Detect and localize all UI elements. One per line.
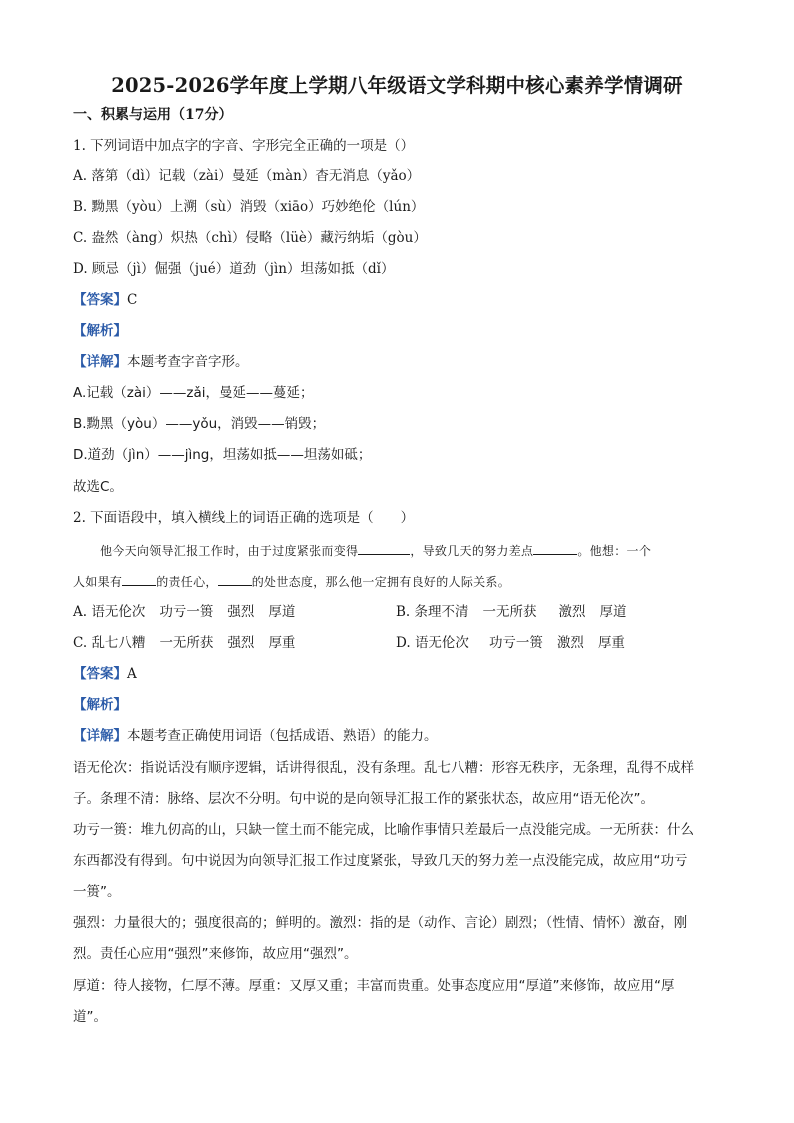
question-2-stem: 2. 下面语段中，填入横线上的词语正确的选项是（ ）: [73, 510, 415, 526]
fill-blank: [122, 572, 156, 586]
answer-tag: 【答案】: [73, 292, 127, 308]
option-word: 一无所获: [482, 604, 537, 620]
question-1-stem: 1. 下列词语中加点字的字音、字形完全正确的一项是（）: [73, 138, 415, 154]
explanation-line: 厚道：待人接物，仁厚不薄。厚重：又厚又重；丰富而贵重。处事态度应用“厚道”来修饰，故应用“厚: [73, 978, 675, 994]
option-word: 激烈: [558, 604, 586, 620]
option-word: 激烈: [556, 635, 584, 651]
explanation-line: 烈。责任心应用“强烈”来修饰，故应用“强烈”。: [73, 946, 358, 962]
answer-value: C: [127, 292, 138, 308]
question-2-option-d: [396, 634, 625, 652]
option-word: 强烈: [227, 635, 255, 651]
question-1-option-a: A. 落第（dì）记载（zài）曼延（màn）杳无消息（yǎo）: [73, 168, 421, 184]
option-word: 乱七八糟: [91, 635, 146, 651]
explanation-line: 东西都没有得到。句中说因为向领导汇报工作过度紧张，导致几天的努力差一点没能完成，故应用“功亏: [73, 853, 688, 869]
question-1-note: B.黝黑（yòu）——yǒu，消毁——销毁；: [73, 416, 326, 432]
option-word: 功亏一篑: [159, 604, 214, 620]
answer-tag: 【答案】: [73, 666, 127, 682]
question-1-option-c: C. 盎然（àng）炽热（chì）侵略（lüè）藏污纳垢（gòu）: [73, 230, 427, 246]
passage-text: 人如果有: [73, 575, 123, 589]
option-letter: B.: [396, 604, 411, 620]
detail-tag: 【详解】: [73, 728, 127, 744]
detail-tag: 【详解】: [73, 354, 127, 370]
passage-text: ，导致几天的努力差点: [410, 544, 534, 558]
analysis-tag: 【解析】: [73, 323, 127, 339]
option-word: 语无伦次: [91, 604, 146, 620]
option-letter: C.: [73, 635, 88, 651]
fill-blank: [358, 541, 410, 555]
question-1-detail: [73, 353, 249, 371]
option-word: 厚道: [599, 604, 627, 620]
page-title: 2025-2026学年度上学期八年级语文学科期中核心素养学情调研: [111, 74, 683, 97]
question-2-passage-line-2: [73, 572, 510, 591]
passage-text: 的处世态度，那么他一定拥有良好的人际关系。: [251, 575, 511, 589]
explanation-line: 强烈：力量很大的；强度很高的；鲜明的。激烈：指的是（动作、言论）剧烈；（性情、情怀）激奋，刚: [73, 915, 688, 931]
answer-value: A: [127, 666, 137, 682]
option-word: 条理不清: [414, 604, 469, 620]
question-2-option-a: [73, 603, 295, 621]
question-2-analysis-tag: [73, 696, 127, 714]
question-1-option-d: D. 顾忌（jì）倔强（jué）道劲（jìn）坦荡如抵（dǐ）: [73, 261, 395, 277]
option-word: 功亏一篑: [488, 635, 543, 651]
explanation-line: 功亏一篑：堆九仞高的山，只缺一筐土而不能完成，比喻作事情只差最后一点没能完成。一无所获：什么: [73, 822, 694, 838]
option-word: 语无伦次: [414, 635, 469, 651]
question-1-answer: [73, 291, 137, 309]
question-1-option-b: B. 黝黑（yòu）上溯（sù）消毁（xiāo）巧妙绝伦（lún）: [73, 199, 425, 215]
passage-text: 。他想：一个: [577, 544, 652, 558]
question-1-note: D.道劲（jìn）——jìng，坦荡如抵——坦荡如砥；: [73, 447, 372, 463]
question-1-note: A.记载（zài）——zǎi，曼延——蔓延；: [73, 385, 314, 401]
analysis-tag: 【解析】: [73, 697, 127, 713]
option-word: 一无所获: [159, 635, 214, 651]
option-letter: A.: [73, 604, 88, 620]
explanation-line: 子。条理不清：脉络、层次不分明。句中说的是向领导汇报工作的紧张状态，故应用“语无伦次”。: [73, 791, 654, 807]
question-2-passage-line-1: [100, 541, 651, 560]
explanation-line: 道”。: [73, 1009, 107, 1025]
section-heading: 一、积累与运用（17分）: [73, 107, 233, 123]
passage-text: 他今天向领导汇报工作时，由于过度紧张而变得: [100, 544, 359, 558]
option-word: 厚道: [268, 604, 296, 620]
option-word: 强烈: [227, 604, 255, 620]
option-word: 厚重: [268, 635, 296, 651]
question-2-detail: [73, 727, 438, 745]
explanation-line: 一篑”。: [73, 884, 121, 900]
question-2-answer: [73, 665, 137, 683]
option-letter: D.: [396, 635, 411, 651]
question-2-option-c: [73, 634, 295, 652]
question-1-analysis-tag: [73, 322, 127, 340]
question-1-note: 故选C。: [73, 479, 123, 495]
explanation-line: 语无伦次：指说话没有顺序逻辑，话讲得很乱，没有条理。乱七八糟：形容无秩序，无条理，乱得不成样: [73, 760, 694, 776]
fill-blank: [533, 541, 577, 555]
question-2-option-b: [396, 603, 627, 621]
detail-text: 本题考查字音字形。: [127, 354, 249, 370]
option-word: 厚重: [597, 635, 625, 651]
fill-blank: [218, 572, 252, 586]
detail-text: 本题考查正确使用词语（包括成语、熟语）的能力。: [127, 728, 438, 744]
passage-text: 的责任心，: [156, 575, 218, 589]
